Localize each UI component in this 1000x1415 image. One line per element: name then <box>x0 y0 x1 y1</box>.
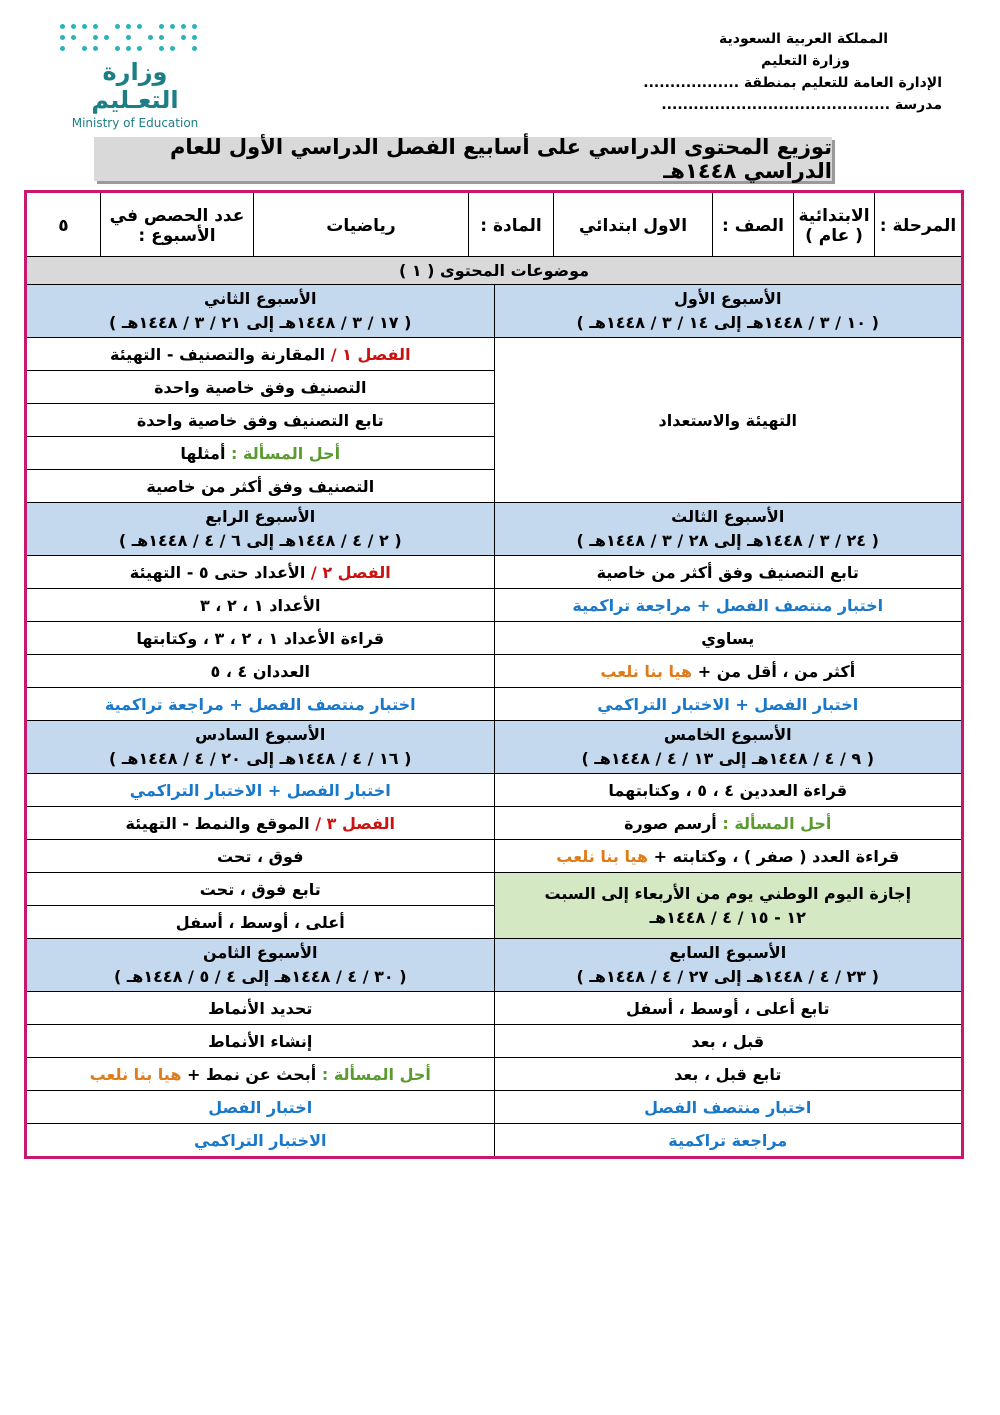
week-dates: ( ٩ / ٤ / ١٤٤٨هـ إلى ١٣ / ٤ / ١٤٤٨هـ ) <box>581 749 875 768</box>
stage-value: الابتدائية ( عام ) <box>794 192 875 261</box>
table-row <box>26 1091 963 1124</box>
lesson-cell <box>26 437 495 470</box>
week-2-header <box>26 285 495 338</box>
table-row <box>26 556 963 589</box>
lesson-cell <box>26 1058 495 1091</box>
week-title: الأسبوع السادس <box>195 725 326 744</box>
lesson-cell: العددان ٤ ، ٥ <box>26 655 495 688</box>
lesson-cell <box>494 840 963 873</box>
game-label: هيا بنا نلعب <box>556 846 649 866</box>
lesson-cell: اختبار منتصف الفصل + مراجعة تراكمية <box>494 589 963 622</box>
week-title: الأسبوع الثاني <box>204 289 317 308</box>
ministry-logo <box>60 24 210 130</box>
game-label: هيا بنا نلعب <box>89 1064 182 1084</box>
subject-value: رياضيات <box>254 192 469 261</box>
table-row <box>26 807 963 840</box>
week-dates: ( ٣٠ / ٤ / ١٤٤٨هـ إلى ٤ / ٥ / ١٤٤٨هـ ) <box>113 967 407 986</box>
week-title: الأسبوع الثامن <box>202 943 318 962</box>
lesson-text: الأعداد حتى ٥ - التهيئة <box>129 562 306 582</box>
stage-label: المرحلة : <box>875 192 963 261</box>
table-row <box>26 622 963 655</box>
week-title: الأسبوع الثالث <box>671 507 785 526</box>
lesson-cell <box>26 807 495 840</box>
subject-label: المادة : <box>469 192 554 261</box>
table-row <box>26 721 963 774</box>
problem-label: أحل المسألة : <box>231 443 341 463</box>
lesson-cell <box>494 807 963 840</box>
holiday-cell <box>494 873 963 939</box>
page-title: توزيع المحتوى الدراسي على أسابيع الفصل الدراسي الأول للعام الدراسي ١٤٤٨هـ <box>94 137 832 181</box>
table-row <box>26 1025 963 1058</box>
lesson-cell: تحديد الأنماط <box>26 992 495 1025</box>
lesson-cell: الاختبار التراكمي <box>26 1124 495 1158</box>
table-row <box>26 840 963 873</box>
periods-label: عدد الحصص في الأسبوع : <box>101 192 254 261</box>
school-text: مدرسة ........................................... <box>661 97 942 113</box>
logo-dots-icon <box>60 24 210 54</box>
week-title: الأسبوع الرابع <box>205 507 316 526</box>
ministry-text: وزارة التعليم <box>761 53 850 69</box>
grade-value: الاول ابتدائي <box>554 192 713 261</box>
lesson-cell: تابع أعلى ، أوسط ، أسفل <box>494 992 963 1025</box>
lesson-cell: قراءة الأعداد ١ ، ٢ ، ٣ ، وكتابتها <box>26 622 495 655</box>
lesson-cell: التصنيف وفق خاصية واحدة <box>26 371 495 404</box>
lesson-cell: اختبار الفصل + الاختبار التراكمي <box>26 774 495 807</box>
table-row <box>26 688 963 721</box>
lesson-text: قراءة العدد ( صفر ) ، وكتابته + <box>653 846 900 866</box>
lesson-cell: فوق ، تحت <box>26 840 495 873</box>
table-row <box>26 992 963 1025</box>
kingdom-text: المملكة العربية السعودية <box>719 31 888 47</box>
week-title: الأسبوع السابع <box>669 943 787 962</box>
lesson-cell: تابع فوق ، تحت <box>26 873 495 906</box>
logo-arabic: وزارة التعـليم <box>91 58 179 114</box>
table-row <box>26 285 963 338</box>
lesson-text: أمثلها <box>180 443 226 463</box>
lesson-text: المقارنة والتصنيف - التهيئة <box>109 344 326 364</box>
topics-header: موضوعات المحتوى ( ١ ) <box>26 257 963 285</box>
chapter-label: الفصل ٢ / <box>310 562 391 582</box>
week-dates: ( ١٦ / ٤ / ١٤٤٨هـ إلى ٢٠ / ٤ / ١٤٤٨هـ ) <box>109 749 412 768</box>
lesson-cell: تابع التصنيف وفق خاصية واحدة <box>26 404 495 437</box>
chapter-label: الفصل ٣ / <box>315 813 396 833</box>
lesson-text: أكثر من ، أقل من + <box>697 661 856 681</box>
lesson-cell: قبل ، بعد <box>494 1025 963 1058</box>
week-title: الأسبوع الأول <box>674 289 782 308</box>
lesson-text: أرسم صورة <box>624 813 717 833</box>
week-dates: ( ٢ / ٤ / ١٤٤٨هـ إلى ٦ / ٤ / ١٤٤٨هـ ) <box>118 531 402 550</box>
chapter-label: الفصل ١ / <box>330 344 411 364</box>
table-row <box>26 503 963 556</box>
grade-label: الصف : <box>713 192 794 261</box>
week-1-header <box>494 285 963 338</box>
table-row <box>26 1058 963 1091</box>
lesson-text: أبحث عن نمط + <box>186 1064 317 1084</box>
lesson-cell <box>26 338 495 371</box>
directorate-text: الإدارة العامة للتعليم بمنطقة .................. <box>643 75 942 91</box>
lesson-cell: الأعداد ١ ، ٢ ، ٣ <box>26 589 495 622</box>
table-row <box>26 1124 963 1158</box>
table-row <box>26 589 963 622</box>
week-dates: ( ٢٣ / ٤ / ١٤٤٨هـ إلى ٢٧ / ٤ / ١٤٤٨هـ ) <box>576 967 879 986</box>
lesson-cell: اختبار منتصف الفصل + مراجعة تراكمية <box>26 688 495 721</box>
lesson-cell: اختبار الفصل + الاختبار التراكمي <box>494 688 963 721</box>
game-label: هيا بنا نلعب <box>600 661 693 681</box>
lesson-cell <box>494 655 963 688</box>
lesson-cell: تابع التصنيف وفق أكثر من خاصية <box>494 556 963 589</box>
lesson-cell <box>26 556 495 589</box>
week-dates: ( ١٠ / ٣ / ١٤٤٨هـ إلى ١٤ / ٣ / ١٤٤٨هـ ) <box>576 313 879 332</box>
week-3-header <box>494 503 963 556</box>
lesson-cell: تابع قبل ، بعد <box>494 1058 963 1091</box>
lesson-cell: مراجعة تراكمية <box>494 1124 963 1158</box>
lesson-cell: اختبار منتصف الفصل <box>494 1091 963 1124</box>
table-row <box>26 939 963 992</box>
logo-english: Ministry of Education <box>71 116 199 130</box>
table-row <box>26 655 963 688</box>
table-row <box>26 873 963 906</box>
week-title: الأسبوع الخامس <box>663 725 792 744</box>
lesson-cell: إنشاء الأنماط <box>26 1025 495 1058</box>
lesson-cell: قراءة العددين ٤ ، ٥ ، وكتابتهما <box>494 774 963 807</box>
week-5-header <box>494 721 963 774</box>
lesson-cell: اختبار الفصل <box>26 1091 495 1124</box>
week-8-header <box>26 939 495 992</box>
week-4-header <box>26 503 495 556</box>
info-table <box>24 190 964 262</box>
table-row <box>26 774 963 807</box>
lesson-cell: أعلى ، أوسط ، أسفل <box>26 906 495 939</box>
lesson-cell: التصنيف وفق أكثر من خاصية <box>26 470 495 503</box>
week-7-header <box>494 939 963 992</box>
week-dates: ( ١٧ / ٣ / ١٤٤٨هـ إلى ٢١ / ٣ / ١٤٤٨هـ ) <box>109 313 412 332</box>
week-dates: ( ٢٤ / ٣ / ١٤٤٨هـ إلى ٢٨ / ٣ / ١٤٤٨هـ ) <box>576 531 879 550</box>
lesson-text: الموقع والنمط - التهيئة <box>125 813 310 833</box>
periods-value: ٥ <box>26 192 101 261</box>
week-6-header <box>26 721 495 774</box>
lesson-cell: التهيئة والاستعداد <box>494 338 963 503</box>
ministry-header <box>612 28 942 116</box>
problem-label: أحل المسألة : <box>321 1064 431 1084</box>
lesson-cell: يساوي <box>494 622 963 655</box>
holiday-dates: ١٢ - ١٥ / ٤ / ١٤٤٨هـ <box>649 907 806 927</box>
weeks-table <box>24 256 964 1159</box>
holiday-text: إجازة اليوم الوطني يوم من الأربعاء إلى السبت <box>544 883 912 903</box>
table-row <box>26 338 963 371</box>
problem-label: أحل المسألة : <box>722 813 832 833</box>
